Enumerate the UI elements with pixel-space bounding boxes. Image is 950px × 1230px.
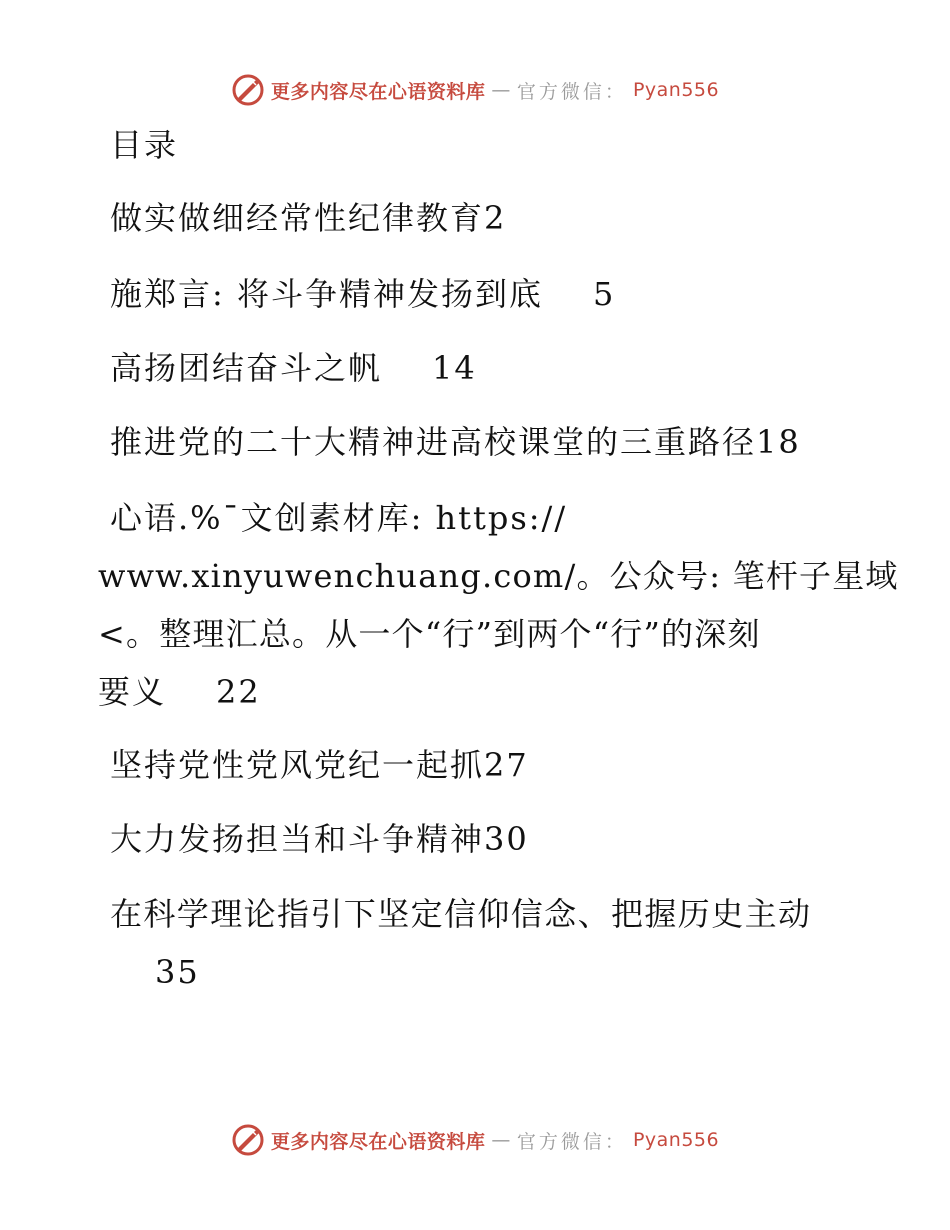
toc-entry-page: 5 [592, 275, 616, 313]
toc-entry-page: 2 [484, 199, 507, 237]
banner-wechat-label: 官方微信： [516, 1130, 627, 1153]
toc-entry-multiline-line-2[interactable]: www.xinyuwenchuang.com/。公众号: 笔杆子星域 [98, 557, 899, 595]
toc-entry-title: 要义 [98, 673, 167, 711]
toc-entry[interactable] [98, 672, 261, 712]
toc-entry-page: 27 [484, 746, 529, 784]
banner-main-text: 更多内容尽在心语资料库 [270, 1130, 486, 1153]
banner-separator: — [491, 1129, 511, 1151]
toc-entry[interactable] [110, 422, 801, 462]
toc-entry-title: 施郑言: 将斗争精神发扬到底 [110, 275, 543, 313]
toc-entry-page: 18 [756, 423, 801, 461]
quill-pen-logo-icon [231, 1123, 265, 1157]
banner-wechat-id: Pyan556 [632, 79, 720, 101]
footer-watermark-banner [0, 1120, 950, 1160]
toc-entry-page[interactable]: 35 [155, 953, 200, 991]
toc-entry-title: 大力发扬担当和斗争精神 [110, 820, 485, 858]
toc-entry[interactable] [110, 819, 529, 859]
quill-pen-logo-icon [231, 73, 265, 107]
toc-entry[interactable] [110, 745, 529, 785]
banner-main-text: 更多内容尽在心语资料库 [270, 80, 486, 103]
toc-entry[interactable] [110, 198, 506, 238]
toc-entry[interactable] [110, 348, 477, 388]
toc-entry-page: 14 [432, 349, 477, 387]
banner-separator: — [491, 79, 511, 101]
toc-entry-title: 高扬团结奋斗之帆 [110, 349, 383, 387]
toc-entry-page: 30 [484, 820, 529, 858]
header-watermark-banner [0, 70, 950, 110]
toc-entry-title: 做实做细经常性纪律教育 [110, 199, 485, 237]
banner-wechat-id: Pyan556 [632, 1129, 720, 1151]
banner-wechat-label: 官方微信： [516, 80, 627, 103]
toc-entry-multiline-line-3[interactable]: <。整理汇总。从一个“行”到两个“行”的深刻 [98, 615, 761, 653]
toc-entry-title: 坚持党性党风党纪一起抓 [110, 746, 485, 784]
toc-entry[interactable] [110, 274, 615, 314]
toc-entry-title-long[interactable]: 在科学理论指引下坚定信仰信念、把握历史主动 [110, 895, 812, 933]
toc-heading: 目录 [110, 126, 179, 164]
toc-entry-multiline-line-1[interactable]: 心语.%¯文创素材库: https:// [110, 499, 568, 537]
toc-entry-page: 22 [216, 673, 261, 711]
toc-entry-title: 推进党的二十大精神进高校课堂的三重路径 [110, 423, 757, 461]
